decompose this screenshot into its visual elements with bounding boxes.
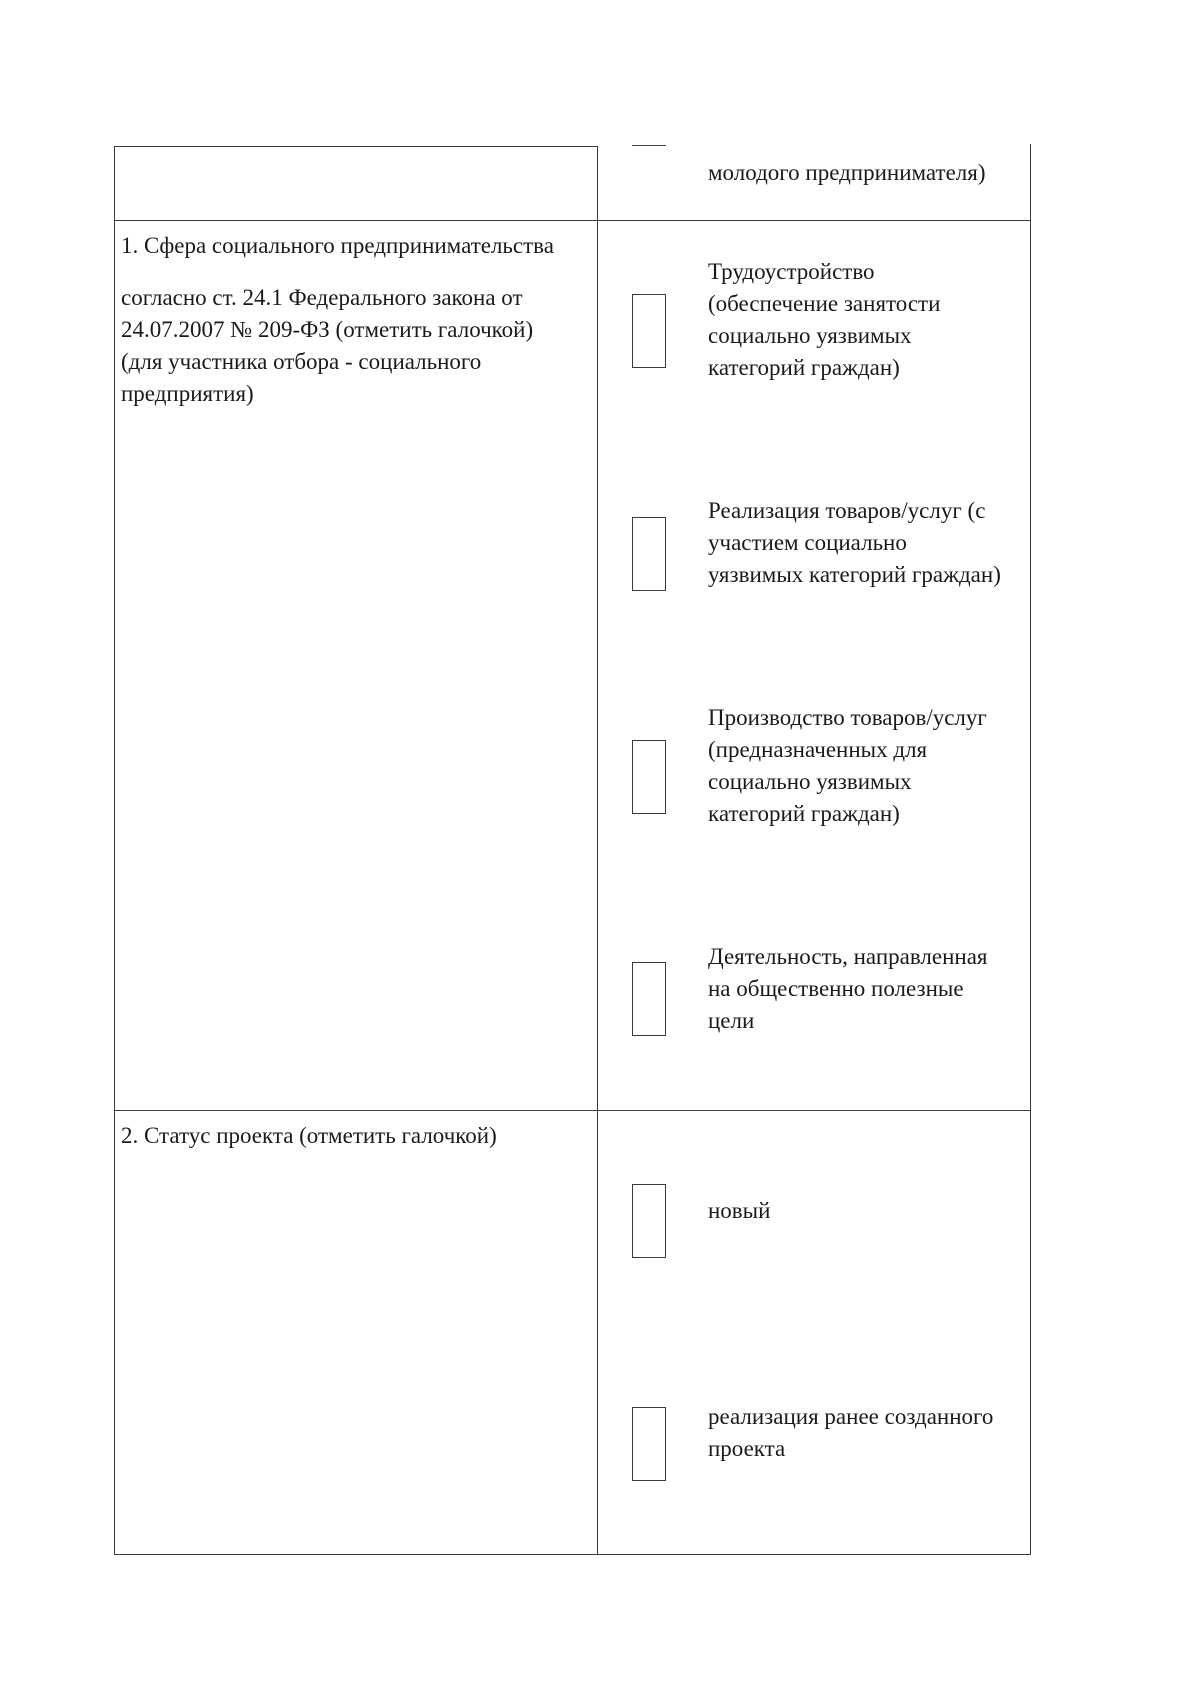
option-goods-sales: Реализация товаров/услуг (с участием социально уязвимых категорий граждан) [708, 498, 1001, 587]
checkbox-fragment [632, 145, 666, 146]
table-column-divider [597, 146, 598, 1554]
table-top-border-left [114, 146, 598, 147]
checkbox-socially-useful[interactable] [632, 962, 666, 1036]
checkbox-existing-project[interactable] [632, 1407, 666, 1481]
option-goods-production: Производство товаров/услуг (предназначенных для социально уязвимых категорий граждан) [708, 705, 987, 826]
row1-label-description: согласно ст. 24.1 Федерального закона от 24.07.2007 № 209-ФЗ (отметить галочкой) (для участника отбора - социального предприятия) [121, 285, 534, 406]
option-employment: Трудоустройство (обеспечение занятости социально уязвимых категорий граждан) [708, 259, 941, 380]
row1-label-title: 1. Сфера социального предпринимательства [121, 233, 554, 258]
checkbox-goods-production[interactable] [632, 740, 666, 814]
row-divider-1 [114, 220, 1031, 221]
table-right-border [1030, 144, 1031, 1554]
option-existing-project: реализация ранее созданного проекта [708, 1404, 994, 1461]
table-bottom-border [114, 1554, 1031, 1555]
row-divider-2 [114, 1110, 1031, 1111]
row2-label: 2. Статус проекта (отметить галочкой) [121, 1123, 497, 1148]
option-continuation-text: молодого предпринимателя) [708, 160, 986, 185]
checkbox-goods-sales[interactable] [632, 517, 666, 591]
checkbox-new[interactable] [632, 1184, 666, 1258]
table-left-border [114, 146, 115, 1554]
option-new: новый [708, 1198, 771, 1223]
checkbox-employment[interactable] [632, 294, 666, 368]
option-socially-useful: Деятельность, направленная на общественно полезные цели [708, 944, 988, 1033]
